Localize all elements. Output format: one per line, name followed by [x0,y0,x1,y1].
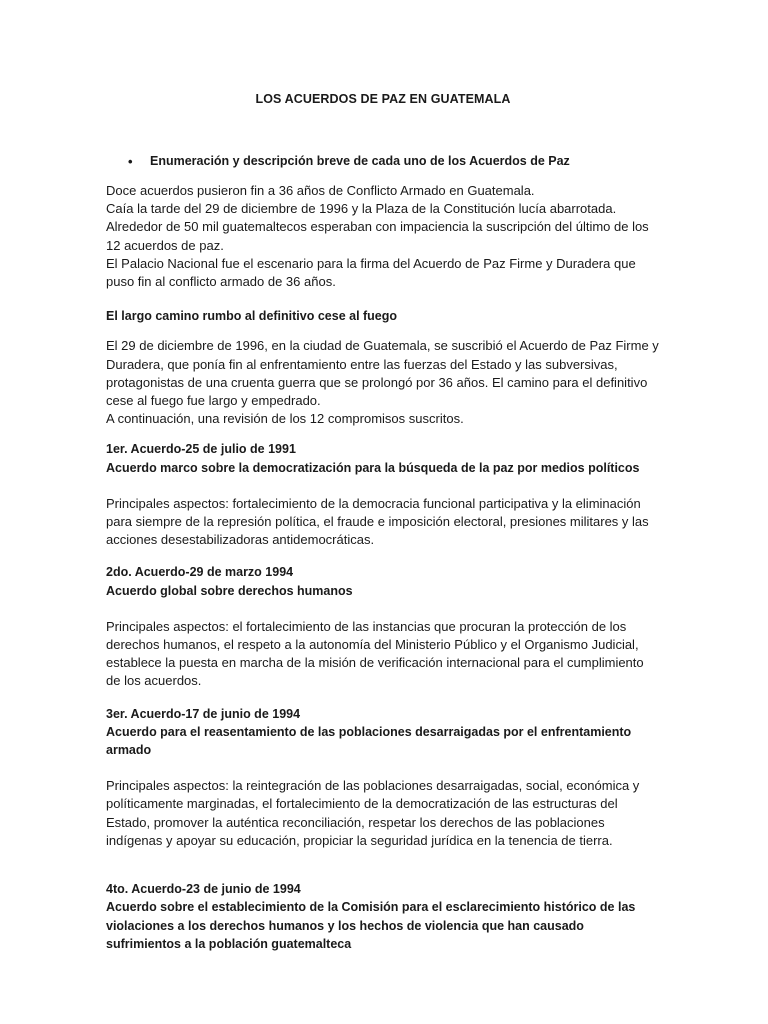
acuerdo-name: Acuerdo marco sobre la democratización para la búsqueda de la paz por medios políticos [106,460,640,475]
acuerdo-date: 4to. Acuerdo-23 de junio de 1994 [106,882,301,897]
acuerdo-1 [106,440,660,549]
acuerdo-date: 1er. Acuerdo-25 de julio de 1991 [106,442,296,457]
acuerdo-aspects: Principales aspectos: fortalecimiento de la democracia funcional participativa y la eliminación para siempre de la represión política, el fraude e imposición electoral, presiones militares y las acciones desestabilizadoras antidemocráticas. [106,495,649,548]
acuerdo-date: 3er. Acuerdo-17 de junio de 1994 [106,706,301,721]
acuerdo-name: Acuerdo para el reasentamiento de las poblaciones desarraigadas por el enfrentamiento armado [106,724,632,758]
acuerdo-date: 2do. Acuerdo-29 de marzo 1994 [106,565,294,580]
intro-block [106,182,660,291]
bullet-icon: • [128,154,133,169]
intro-paragraph: Doce acuerdos pusieron fin a 36 años de Conflicto Armado en Guatemala. [106,183,535,198]
intro-paragraph: El Palacio Nacional fue el escenario para la firma del Acuerdo de Paz Firme y Duradera que puso fin al conflicto armado de 36 años. [106,255,636,290]
section-heading: El largo camino rumbo al definitivo cese al fuego [106,309,398,324]
bullet-heading-text: Enumeración y descripción breve de cada uno de los Acuerdos de Paz [150,154,570,168]
acuerdo-name: Acuerdo global sobre derechos humanos [106,583,353,598]
acuerdo-2 [106,563,660,690]
acuerdo-aspects: Principales aspectos: la reintegración de las poblaciones desarraigadas, social, económica y políticamente marginadas, el fortalecimiento de la democratización de las estructuras del Estado, promover la auténtica reconciliación, respetar los derechos de las poblaciones indígenas y apoyar su educación, propiciar la seguridad jurídica en la tenencia de tierra. [106,778,640,848]
acuerdo-aspects: Principales aspectos: el fortalecimiento de las instancias que procuran la protección de los derechos humanos, el respeto a la autonomía del Ministerio Público y el Organismo Judicial, establece la puesta en marcha de la misión de verificación internacional para el cumplimiento de los acuerdos. [106,618,644,689]
bullet-heading [128,154,660,170]
section-paragraph: El 29 de diciembre de 1996, en la ciudad de Guatemala, se suscribió el Acuerdo de Paz Firme y Duradera, que ponía fin al enfrentamiento entre las fuerzas del Estado y las subversivas, protagonistas de una cruenta guerra que se prolongó por 36 años. El camino para el definitivo cese al fuego fue largo y empedrado. [106,338,659,409]
section-block [106,337,660,428]
acuerdo-4 [106,880,660,953]
acuerdo-3 [106,705,660,850]
section-paragraph: A continuación, una revisión de los 12 compromisos suscritos. [106,411,464,427]
acuerdo-name: Acuerdo sobre el establecimiento de la Comisión para el esclarecimiento histórico de las violaciones a los derechos humanos y los hechos de violencia que han causado sufrimientos a la población guatemalteca [106,900,636,951]
document-title: LOS ACUERDOS DE PAZ EN GUATEMALA [255,92,511,106]
intro-paragraph: Caía la tarde del 29 de diciembre de 1996 y la Plaza de la Constitución lucía abarrotada. Alrededor de 50 mil guatemaltecos esperaban con impaciencia la suscripción del último de los 12 acuerdos de paz. [106,201,649,253]
